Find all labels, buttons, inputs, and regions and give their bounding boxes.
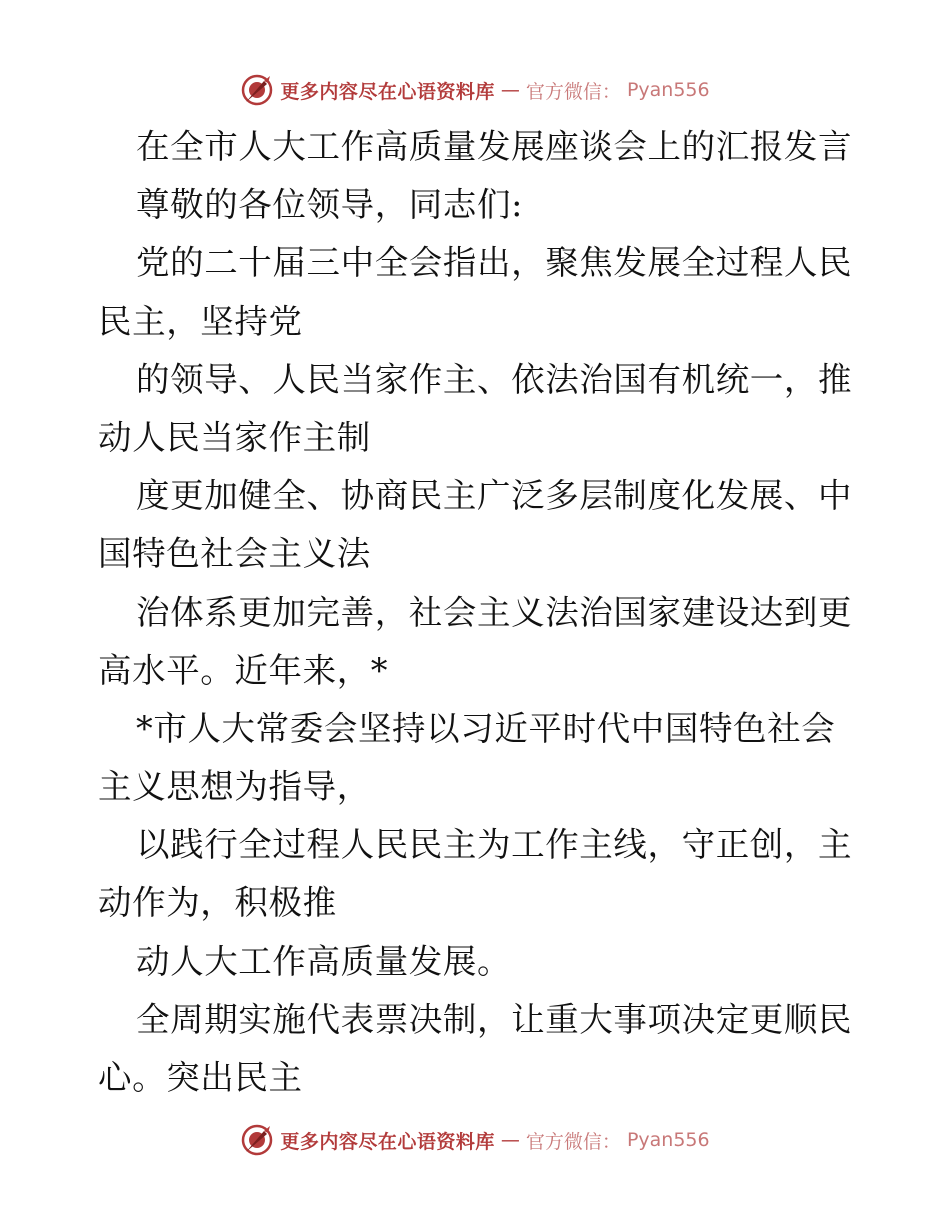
document-line: 主义思想为指导，	[98, 767, 371, 807]
watermark-subtext: 官方微信：	[525, 80, 621, 103]
watermark-separator: —	[500, 79, 520, 101]
document-line: 心。突出民主	[98, 1058, 303, 1097]
document-line: 度更加健全、协商民主广泛多层制度化发展、中	[136, 476, 853, 516]
document-line: 以践行全过程人民民主为工作主线，守正创，主	[136, 825, 853, 865]
watermark-text: 更多内容尽在心语资料库	[280, 80, 495, 103]
footer-watermark	[0, 1120, 950, 1160]
watermark-separator: —	[500, 1129, 520, 1151]
document-body	[98, 118, 858, 1107]
watermark-text: 更多内容尽在心语资料库	[280, 1130, 495, 1153]
quill-logo-icon	[240, 73, 274, 107]
document-line: 动作为，积极推	[98, 883, 337, 923]
watermark-wechat-id: Pyan556	[626, 1129, 710, 1151]
document-line: 的领导、人民当家作主、依法治国有机统一，推	[136, 359, 853, 399]
document-line: 动人大工作高质量发展。	[136, 941, 512, 981]
quill-logo-icon	[240, 1123, 274, 1157]
document-line: 在全市人大工作高质量发展座谈会上的汇报发言	[136, 127, 853, 166]
header-watermark	[0, 70, 950, 110]
document-line: 尊敬的各位领导，同志们:	[136, 185, 523, 225]
document-line: 民主，坚持党	[98, 301, 303, 341]
document-line: 治体系更加完善，社会主义法治国家建设达到更	[136, 592, 853, 632]
watermark-wechat-id: Pyan556	[626, 79, 710, 101]
document-line: 全周期实施代表票决制，让重大事项决定更顺民	[136, 999, 853, 1039]
document-line: *市人大常委会坚持以习近平时代中国特色社会	[136, 708, 836, 748]
document-line: 党的二十届三中全会指出，聚焦发展全过程人民	[136, 243, 853, 283]
watermark-subtext: 官方微信：	[525, 1130, 621, 1153]
document-line: 高水平。近年来，*	[98, 650, 389, 690]
document-line: 国特色社会主义法	[98, 534, 371, 574]
document-line: 动人民当家作主制	[98, 417, 371, 457]
